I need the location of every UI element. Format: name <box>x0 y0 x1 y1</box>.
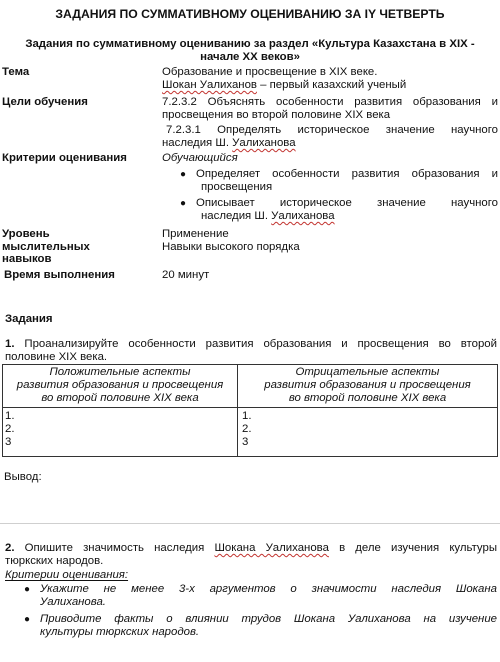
bullet-icon: ● <box>24 584 31 595</box>
goal2-line2-prefix: наследия Ш. <box>162 137 233 149</box>
bullet-icon: ● <box>24 614 31 625</box>
section-title-line2: начале XX веков» <box>200 51 300 63</box>
task2-c2-line2: культуры тюркских народов. <box>40 626 200 638</box>
positive-item-2: 2. <box>5 423 15 435</box>
negative-header-line1: Отрицательные аспекты <box>295 366 440 378</box>
conclusion-label: Вывод: <box>4 471 42 483</box>
topic-line2 <box>162 79 406 92</box>
goal2-line2 <box>162 137 296 150</box>
level-label <box>2 228 90 266</box>
goal2-scientist-name: Уалиханова <box>232 137 296 149</box>
positive-header-line3: во второй половине XIX века <box>41 392 199 404</box>
task2-criteria-label: Критерии оценивания: <box>5 569 129 581</box>
crit1-line2: просвещения <box>201 181 273 193</box>
goals-label: Цели обучения <box>2 96 88 108</box>
topic-label: Тема <box>2 66 30 78</box>
crit2-line2-prefix: наследия Ш. <box>201 210 272 222</box>
positive-items <box>5 410 15 449</box>
bullet-icon: ● <box>180 169 187 180</box>
level-value-1: Применение <box>162 228 229 240</box>
task2-line1 <box>5 542 497 555</box>
positive-header-line1: Положительные аспекты <box>49 366 191 378</box>
task2-c1-line2: Уалиханова. <box>40 596 106 608</box>
section-divider <box>0 523 500 524</box>
positive-item-3: 3 <box>5 436 12 448</box>
table-header-negative <box>238 366 497 405</box>
task1-line2: половине XIX века. <box>5 351 108 363</box>
level-label-1: Уровень <box>2 228 50 240</box>
topic-line2-rest: – первый казахский ученый <box>256 79 407 91</box>
task2-c2-line1: Приводите факты о влиянии трудов Шокана Уалиханова на изучение <box>40 613 497 625</box>
task2-criterion-2 <box>24 613 497 639</box>
table-border-bottom <box>2 456 498 457</box>
level-label-2: мыслительных <box>2 240 90 253</box>
negative-header-line3: во второй половине XIX века <box>288 392 447 404</box>
negative-items <box>242 410 252 449</box>
goal1-line2: просвещения во второй половине XIX века <box>162 109 391 121</box>
topic-line1: Образование и просвещение в XIX веке. <box>162 66 378 78</box>
positive-item-1: 1. <box>5 410 15 422</box>
table-header-divider <box>2 407 498 408</box>
task1-text <box>5 338 497 364</box>
bullet-icon: ● <box>180 198 187 209</box>
task2-text <box>5 542 497 568</box>
negative-item-3: 3 <box>242 436 249 448</box>
crit2-scientist-name: Уалиханова <box>271 210 335 222</box>
level-label-3: навыков <box>2 253 52 265</box>
task2-scientist-name: Шокана Уалиханова <box>214 542 329 554</box>
criteria-item-2 <box>180 197 498 223</box>
criteria-intro: Обучающийся <box>162 152 238 164</box>
page-title: ЗАДАНИЯ ПО СУММАТИВНОМУ ОЦЕНИВАНИЮ ЗА IY ЧЕТВЕРТЬ <box>55 7 445 21</box>
level-value-2: Навыки высокого порядка <box>162 241 300 253</box>
task2-criterion-1 <box>24 583 497 609</box>
negative-item-1: 1. <box>242 410 252 422</box>
task2-c1-line1: Укажите не менее 3-х аргументов о значимости наследия Шокана <box>40 583 497 595</box>
crit1-line1: Определяет особенности развития образования и <box>196 168 498 180</box>
negative-header-line2: развития образования и просвещения <box>264 379 471 391</box>
criteria-item-1 <box>180 168 498 194</box>
task2-number: 2. <box>5 542 15 554</box>
task2-line1-b: в деле изучения культуры <box>328 542 498 554</box>
criteria-label: Критерии оценивания <box>2 152 127 164</box>
positive-header-line2: развития образования и просвещения <box>16 379 224 391</box>
tasks-heading: Задания <box>5 313 53 325</box>
crit2-line1: Описывает историческое значение научного <box>196 197 498 209</box>
table-border-top <box>2 364 498 365</box>
negative-item-2: 2. <box>242 423 252 435</box>
goal1-line1: 7.2.3.2 Объяснять особенности развития образования и <box>162 96 498 108</box>
table-header-positive <box>3 366 237 405</box>
answer-table <box>2 364 498 457</box>
table-border-right <box>497 364 498 457</box>
section-title-line1: Задания по суммативному оцениванию за раздел «Культура Казахстана в XIX - <box>25 38 475 50</box>
task2-line2: тюркских народов. <box>5 555 104 567</box>
time-label: Время выполнения <box>4 269 115 281</box>
task2-line1-a: Опишите значимость наследия <box>14 542 215 554</box>
task1-line1-text: Проанализируйте особенности развития образования и просвещения во второй <box>14 338 497 350</box>
goal2-line1: 7.2.3.1 Определять историческое значение научного <box>166 124 498 136</box>
topic-scientist-name: Шокан Уалиханов <box>162 79 257 91</box>
task1-number: 1. <box>5 338 15 350</box>
task1-line1 <box>5 338 497 351</box>
crit2-line2 <box>180 210 498 223</box>
time-value: 20 минут <box>162 269 210 281</box>
